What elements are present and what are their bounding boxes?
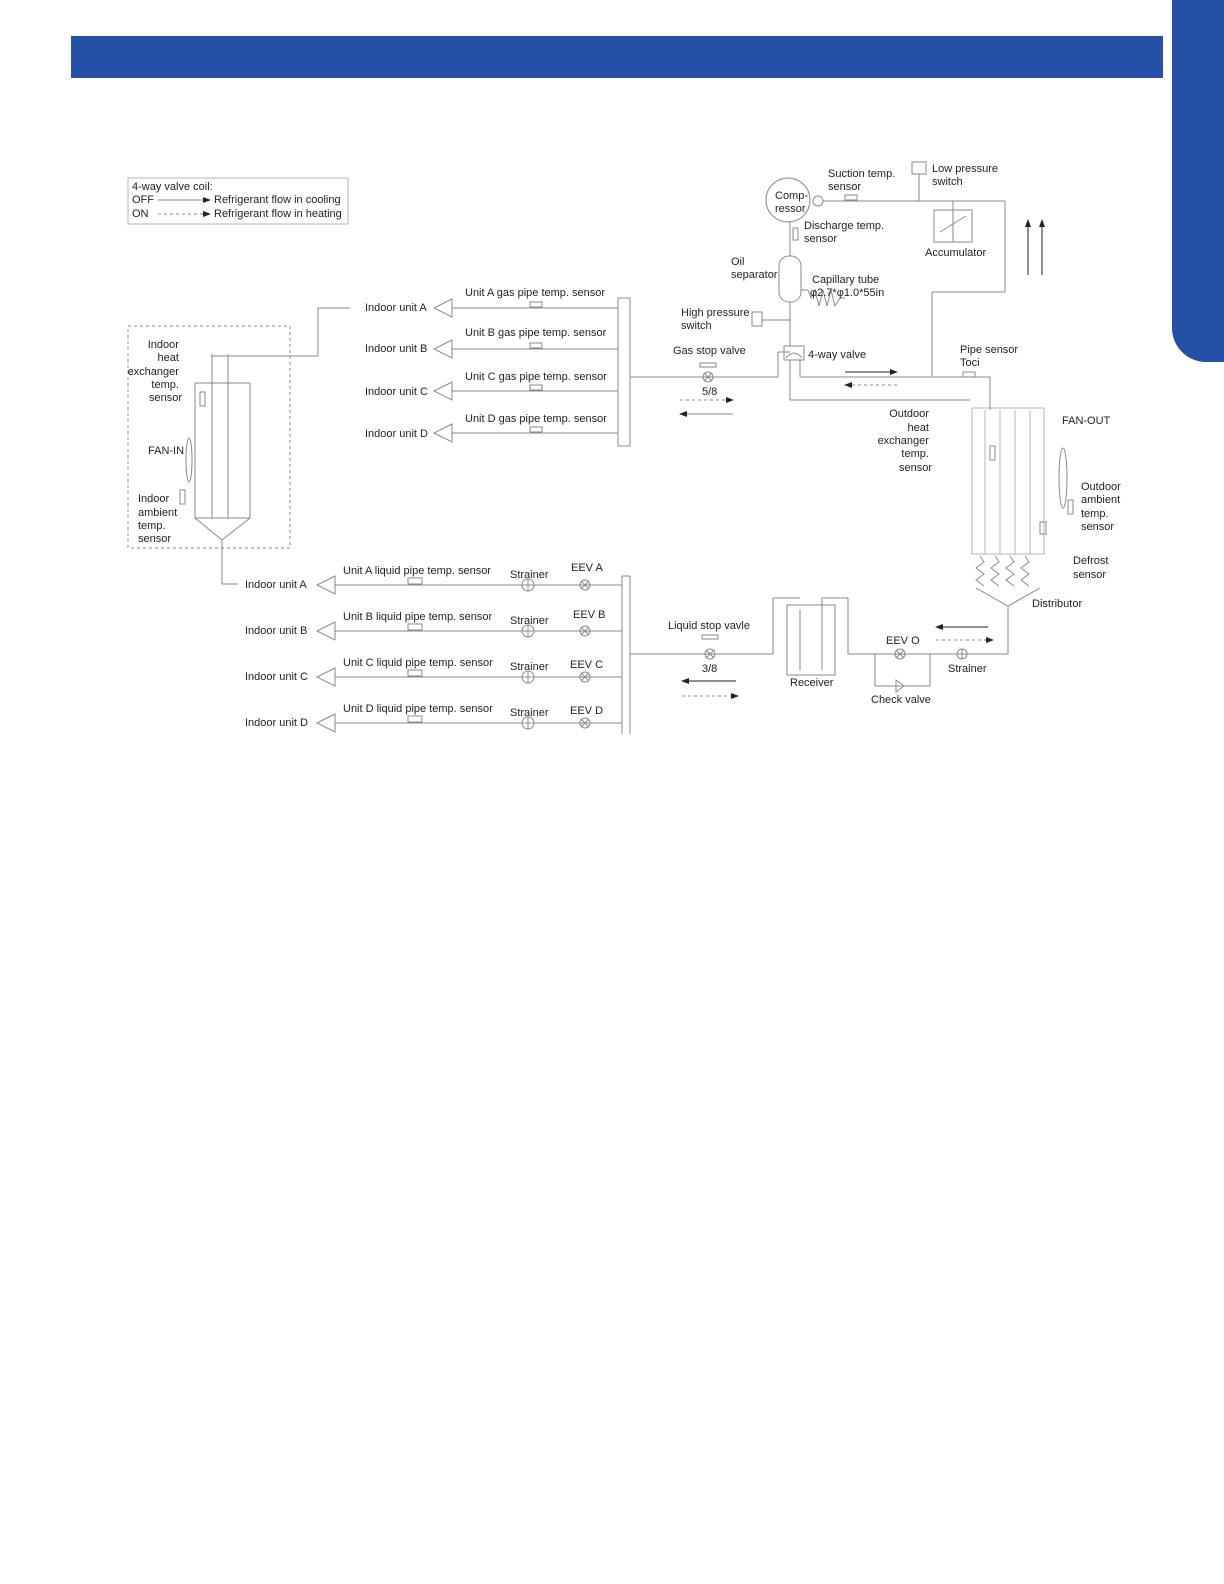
outdoor-hx-sensor-label: Outdoor heat exchanger temp. sensor	[877, 408, 932, 474]
liquid-branches	[245, 562, 630, 734]
liquid-branch-d-connector	[317, 714, 335, 732]
strainer-d-label: Strainer	[510, 707, 549, 719]
gas-unit-b-label: Indoor unit B	[365, 343, 428, 355]
pipe-sensor-label: Pipe sensor Toci	[960, 344, 1019, 369]
low-pressure-switch-label: Low pressure switch	[932, 163, 999, 188]
eev-a-label: EEV A	[571, 562, 603, 574]
liquid-unit-d-label: Indoor unit D	[245, 717, 308, 729]
gas-unit-d-label: Indoor unit D	[365, 428, 428, 440]
liquid-sensor-d-icon	[408, 716, 422, 722]
defrost-sensor-label: Defrost sensor	[1073, 555, 1109, 581]
liquid-stop-valve-label: Liquid stop vavle	[668, 620, 750, 632]
indoor-unit-block	[128, 308, 350, 584]
eev-d-label: EEV D	[570, 705, 604, 717]
outdoor-ambient-sensor-label: Outdoor ambient temp. sensor	[1081, 481, 1121, 533]
gas-sensor-c-icon	[530, 385, 542, 390]
liquid-branch-b	[245, 609, 622, 640]
legend-off-label: OFF	[132, 194, 154, 206]
liquid-sensor-c-icon	[408, 670, 422, 676]
high-pressure-switch-icon	[752, 312, 762, 326]
distributor-label: Distributor	[1032, 598, 1083, 610]
legend-title: 4-way valve coil:	[132, 181, 213, 193]
gas-branch-d	[365, 413, 618, 442]
high-pressure-switch-label: High pressure switch	[681, 307, 750, 332]
oil-separator-label: Oil separator	[731, 256, 778, 281]
legend-heating-label: Refrigerant flow in heating	[214, 208, 342, 220]
receiver-icon	[787, 605, 835, 675]
outdoor-ambient-sensor-icon	[1068, 500, 1073, 514]
gas-size-label: 5/8	[702, 386, 718, 398]
four-way-valve-label: 4-way valve	[808, 349, 867, 361]
liquid-size-label: 3/8	[702, 663, 718, 675]
four-way-valve	[784, 344, 1021, 410]
liquid-unit-a-label: Indoor unit A	[245, 579, 307, 591]
liquid-branch-b-connector	[317, 622, 335, 640]
liquid-outdoor-line	[630, 598, 1008, 706]
liquid-branch-a-connector	[317, 576, 335, 594]
gas-branch-b-connector	[434, 340, 452, 358]
gas-sensor-a-label: Unit A gas pipe temp. sensor	[465, 287, 606, 299]
gas-unit-c-label: Indoor unit C	[365, 386, 428, 398]
indoor-heat-exchanger	[195, 383, 250, 518]
liquid-unit-b-label: Indoor unit B	[245, 625, 308, 637]
suction-sensor-icon	[845, 195, 857, 200]
liquid-sensor-c-label: Unit C liquid pipe temp. sensor	[343, 657, 493, 669]
gas-sensor-d-label: Unit D gas pipe temp. sensor	[465, 413, 607, 425]
eev-o-label: EEV O	[886, 635, 920, 647]
compressor-label: Comp- ressor	[775, 190, 809, 215]
liquid-branch-c-connector	[317, 668, 335, 686]
suction-junction	[813, 196, 823, 206]
eev-b-label: EEV B	[573, 609, 606, 621]
gas-branch-b	[365, 327, 618, 358]
low-pressure-switch-icon	[912, 162, 926, 174]
strainer-a-label: Strainer	[510, 569, 549, 581]
capillary-tube-label: Capillary tube φ2.7*φ1.0*55in	[810, 274, 885, 299]
gas-sensor-d-icon	[530, 427, 542, 432]
receiver-label: Receiver	[790, 677, 834, 689]
oil-separator-icon	[779, 256, 801, 302]
liquid-branch-d	[245, 703, 622, 732]
gas-branch-a	[365, 287, 618, 317]
outdoor-strainer-label: Strainer	[948, 663, 987, 675]
gas-sensor-b-label: Unit B gas pipe temp. sensor	[465, 327, 607, 339]
indoor-fan-icon	[186, 438, 192, 482]
pipe-sensor-icon	[963, 372, 975, 377]
defrost-sensor-icon	[1040, 522, 1046, 534]
legend	[128, 178, 348, 224]
liquid-sensor-d-label: Unit D liquid pipe temp. sensor	[343, 703, 493, 715]
eev-c-label: EEV C	[570, 659, 604, 671]
legend-cooling-label: Refrigerant flow in cooling	[214, 194, 341, 206]
accumulator-label: Accumulator	[925, 247, 987, 259]
indoor-ambient-sensor-icon	[180, 490, 185, 504]
gas-branch-c	[365, 371, 618, 400]
liquid-sensor-b-icon	[408, 624, 422, 630]
outdoor-heat-exchanger	[878, 408, 1124, 654]
liquid-unit-c-label: Indoor unit C	[245, 671, 308, 683]
gas-main-line	[630, 345, 790, 414]
discharge-sensor-label: Discharge temp. sensor	[804, 220, 885, 245]
gas-sensor-a-icon	[530, 302, 542, 307]
suction-sensor-label: Suction temp. sensor	[828, 168, 896, 193]
liquid-sensor-a-label: Unit A liquid pipe temp. sensor	[343, 565, 491, 577]
liquid-branch-c	[245, 657, 622, 686]
distributor-icon	[976, 588, 1040, 606]
gas-unit-a-label: Indoor unit A	[365, 302, 427, 314]
legend-on-label: ON	[132, 208, 149, 220]
indoor-ambient-sensor-label: Indoor ambient temp. sensor	[138, 493, 178, 545]
gas-branch-d-connector	[434, 424, 452, 442]
fan-out-label: FAN-OUT	[1062, 415, 1111, 427]
indoor-hx-sensor-icon	[200, 392, 205, 406]
fan-in-label: FAN-IN	[148, 445, 185, 457]
liquid-branch-a	[245, 562, 622, 594]
strainer-b-label: Strainer	[510, 615, 549, 627]
discharge-sensor-icon	[793, 228, 798, 240]
outdoor-fan-icon	[1059, 448, 1067, 508]
outdoor-hx-sensor-icon	[990, 446, 995, 460]
outdoor-hx-icon	[972, 408, 1044, 554]
gas-sensor-c-label: Unit C gas pipe temp. sensor	[465, 371, 607, 383]
gas-branch-a-connector	[434, 299, 452, 317]
strainer-c-label: Strainer	[510, 661, 549, 673]
liquid-sensor-a-icon	[408, 578, 422, 584]
liquid-sensor-b-label: Unit B liquid pipe temp. sensor	[343, 611, 493, 623]
gas-sensor-b-icon	[530, 343, 542, 348]
gas-branch-c-connector	[434, 382, 452, 400]
gas-stop-valve-label: Gas stop valve	[673, 345, 746, 357]
gas-branches	[365, 287, 630, 446]
check-valve-label: Check valve	[871, 694, 931, 706]
indoor-hx-sensor-label: Indoor heat exchanger temp. sensor	[127, 339, 182, 404]
